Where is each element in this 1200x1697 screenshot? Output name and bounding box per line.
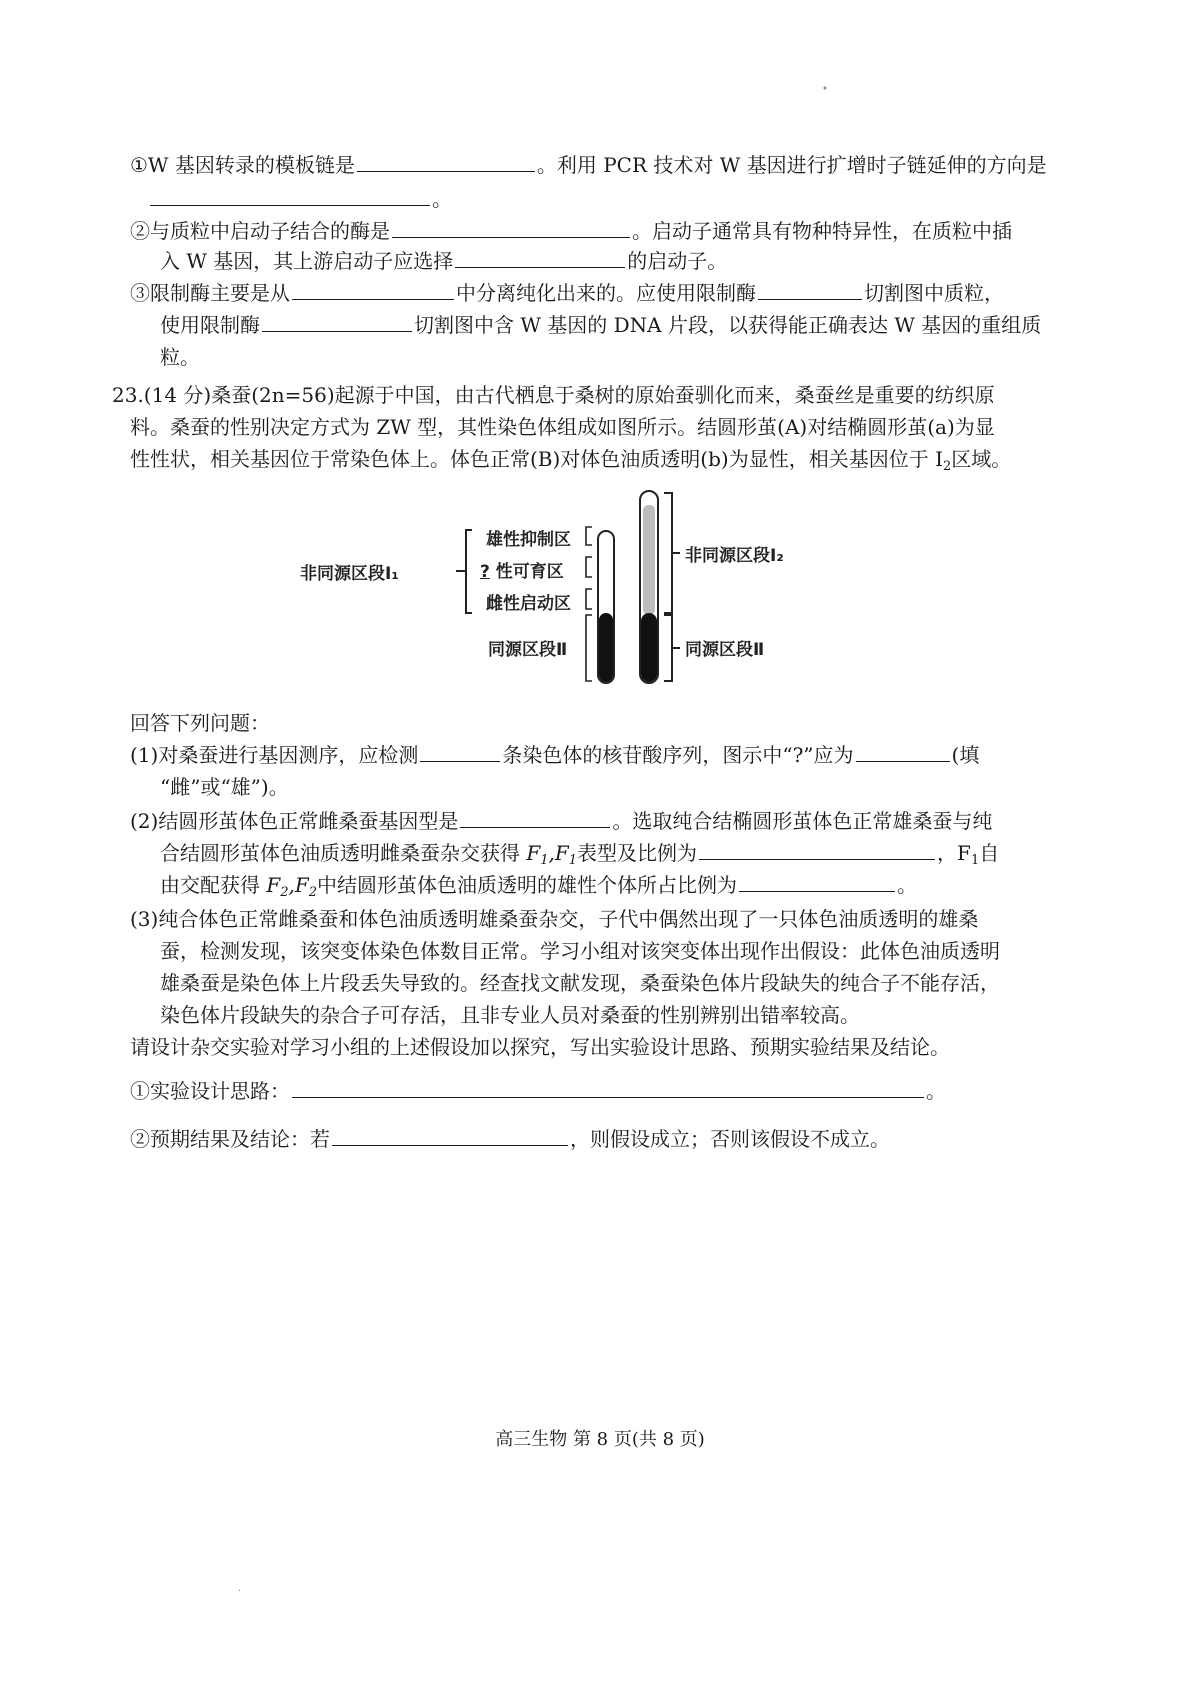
q22-line-7 [160, 342, 200, 372]
q23-s3-line-2: 蚕，检测发现，该突变体染色体数目正常。学习小组对该突变体出现作出假设：此体色油质透明 [160, 939, 1000, 963]
bracket-start [586, 589, 592, 609]
answer-blank[interactable] [292, 279, 454, 300]
chromosome-diagram [300, 485, 860, 695]
q23-text: ，F [937, 841, 971, 865]
q22-line-5 [130, 278, 1004, 308]
q23-s3-line-5: 请设计杂交实验对学习小组的上述假设加以探究，写出实验设计思路、预期实验结果及结论。 [130, 1035, 950, 1059]
q23-intro-3 [130, 444, 1011, 474]
answer-prompt: 回答下列问题： [130, 711, 270, 735]
brace-right-i2 [664, 493, 680, 613]
q23-text: 合结圆形茧体色油质透明雌桑蚕杂交获得 [160, 841, 520, 865]
z-chromosome-fill [643, 505, 655, 615]
answer-blank[interactable] [699, 839, 935, 860]
q22-line-3 [130, 216, 1012, 246]
answer-blank[interactable] [455, 247, 625, 268]
q23-intro-1: 23.(14 分)桑蚕(2n=56)起源于中国，由古代栖息于桑树的原始蚕驯化而来，桑蚕丝是重要的纺织原 [112, 383, 995, 407]
answer-blank[interactable] [357, 151, 535, 172]
label-homolog-right: 同源区段Ⅱ [685, 640, 765, 660]
q23-s2-line-1 [130, 806, 992, 836]
q23-text: 。选取纯合结椭圆形茧体色正常雄桑蚕与纯 [612, 809, 993, 833]
chromosome-figure [300, 485, 860, 695]
brace-right-homolog [664, 615, 680, 681]
q23-s2-line-3 [160, 870, 917, 900]
q22-text: 。启动子通常具有物种特异性，在质粒中插 [632, 219, 1012, 243]
answer-blank[interactable] [262, 311, 412, 332]
q23-s3-line-4: 染色体片段缺失的杂合子可存活，且非专业人员对桑蚕的性别辨别出错率较高。 [160, 1003, 860, 1027]
q23-text: (填 [951, 743, 980, 767]
q22-text: 切割图中含 W 基因的 DNA 片段，以获得能正确表达 W 基因的重组质 [414, 313, 1042, 337]
q23-text: ②预期结果及结论：若 [130, 1127, 330, 1151]
bracket-homolog-left [586, 615, 592, 681]
page-footer: 高三生物 第 8 页(共 8 页) [495, 1429, 705, 1450]
answer-blank[interactable] [150, 185, 430, 206]
answer-blank[interactable] [292, 1077, 924, 1098]
f2-term: $F_2,F_2$ [266, 873, 318, 900]
q22-text: 切割图中质粒， [864, 281, 1004, 305]
q22-text: 的启动子。 [627, 249, 728, 273]
label-homolog-left: 同源区段Ⅱ [488, 640, 568, 660]
q23-text: (2)结圆形茧体色正常雌桑蚕基因型是 [130, 809, 459, 833]
answer-blank[interactable] [420, 741, 500, 762]
answer-blank[interactable] [392, 217, 630, 238]
label-male-suppress: 雄性抑制区 [486, 530, 571, 550]
q23-text: 中结圆形茧体色油质透明的雄性个体所占比例为 [317, 873, 738, 897]
subscript: 1 [970, 853, 980, 868]
label-female-start: 雌性启动区 [486, 594, 571, 614]
q23-text: 条染色体的核苷酸序列，图示中“?”应为 [502, 743, 854, 767]
q22-line-6 [160, 310, 1041, 340]
q23-text: 性性状，相关基因位于常染色体上。体色正常(B)对体色油质透明(b)为显性，相关基因位于 I [130, 447, 943, 471]
label-nonhomolog-i1: 非同源区段Ⅰ₁ [300, 564, 399, 584]
answer-blank[interactable] [758, 279, 862, 300]
q22-text: ②与质粒中启动子结合的酶是 [130, 219, 390, 243]
q23-design-line [130, 1076, 946, 1106]
q23-text: (1)对桑蚕进行基因测序，应检测 [130, 743, 419, 767]
q22-text: ③限制酶主要是从 [130, 281, 290, 305]
scan-dot: · [238, 1586, 242, 1597]
question-mark: ? [480, 562, 490, 582]
answer-blank[interactable] [332, 1125, 568, 1146]
q22-line-4 [160, 246, 727, 276]
q23-text: 。 [926, 1079, 946, 1103]
answer-blank[interactable] [856, 741, 950, 762]
q23-text: 由交配获得 [160, 873, 260, 897]
subscript: 2 [942, 459, 952, 474]
q23-text: 。 [897, 873, 918, 897]
q23-s3-line-1: (3)纯合体色正常雌桑蚕和体色油质透明雄桑蚕杂交，子代中偶然出现了一只体色油质透明的雄桑 [130, 907, 979, 931]
q22-text: 。 [432, 187, 452, 211]
q23-s2-line-2 [160, 838, 999, 868]
q22-text: 入 W 基因，其上游启动子应选择 [160, 249, 454, 273]
answer-blank[interactable] [739, 871, 895, 892]
fertile-region-label: 性可育区 [495, 562, 564, 582]
q22-text: 。利用 PCR 技术对 W 基因进行扩增时子链延伸的方向是 [536, 153, 1047, 177]
bracket-fertile [586, 557, 592, 577]
scan-dot: • [822, 84, 828, 95]
brace-left-i1 [456, 530, 472, 613]
q22-text: 使用限制酶 [160, 313, 260, 337]
q22-text: ①W 基因转录的模板链是 [130, 153, 355, 177]
q23-s3-line-3: 雄桑蚕是染色体上片段丢失导致的。经查找文献发现，桑蚕染色体片段缺失的纯合子不能存活， [160, 971, 1000, 995]
q23-intro-2: 料。桑蚕的性别决定方式为 ZW 型，其性染色体组成如图所示。结圆形茧(A)对结椭圆形茧(a)为显 [130, 415, 995, 439]
w-chromosome-homolog [599, 613, 613, 682]
answer-blank[interactable] [460, 807, 610, 828]
q22-line-1 [130, 150, 1047, 180]
q23-s1-line-2: “雌”或“雄”)。 [160, 775, 289, 799]
q23-expect-line [130, 1124, 890, 1154]
label-fertile [480, 557, 564, 582]
label-nonhomolog-i2: 非同源区段Ⅰ₂ [685, 546, 784, 566]
q22-text: 粒。 [160, 345, 200, 369]
f1-term: $F_1,F_1$ [526, 841, 578, 868]
q22-text: 中分离纯化出来的。应使用限制酶 [456, 281, 756, 305]
q23-text: ，则假设成立；否则该假设不成立。 [570, 1127, 890, 1151]
q23-text: 自 [979, 841, 1000, 865]
bracket-suppress [586, 527, 592, 545]
q23-text: 表型及比例为 [577, 841, 698, 865]
q23-text: 区域。 [951, 447, 1012, 471]
q22-line-2 [148, 184, 452, 214]
q23-text: ①实验设计思路： [130, 1079, 290, 1103]
q23-s1-line-1 [130, 740, 979, 770]
z-chromosome-homolog [641, 613, 657, 682]
